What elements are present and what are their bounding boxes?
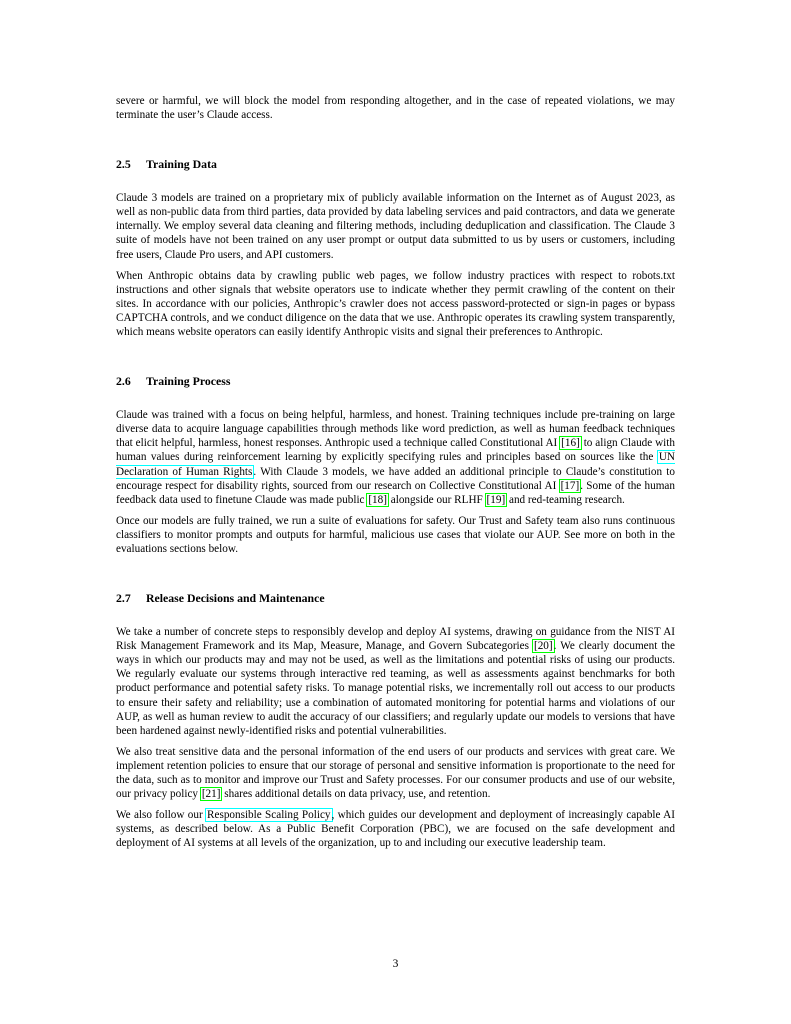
section-2-5 <box>116 157 675 339</box>
text-run: Claude was trained with a focus on being helpful, harmless, and honest. Training techniques include pre-training on large diverse data to acquire language capabilities through methods like word prediction, as well as human feedback techniques that elicit helpful, harmless, honest responses. Anthropic used a technique called Constitutional AI <box>116 409 675 450</box>
text-run: We also follow our <box>116 809 207 822</box>
paragraph: Claude 3 models are trained on a proprietary mix of publicly available information on the Internet as of August 2023, as well as non-public data from third parties, data provided by data labeling services and paid contractors, and data we generate internally. We employ several data cleaning and filtering methods, including deduplication and classification. The Claude 3 suite of models have not been trained on any user prompt or output data submitted to us by users or customers, including free users, Claude Pro users, and API customers. <box>116 192 675 261</box>
page-body <box>116 94 675 857</box>
paragraph: Once our models are fully trained, we run a suite of evaluations for safety. Our Trust and Safety team also runs continuous classifiers to monitor prompts and outputs for harmful, malicious use cases that violate our AUP. See more on both in the evaluations sections below. <box>116 514 675 555</box>
text-run: . We clearly document the ways in which our products may and may not be used, as well as the limitations and potential risks of using our products. We regularly evaluate our systems through interactive red teaming, as well as assessments against benchmarks for both product performance and potential safety risks. To manage potential risks, we incrementally roll out access to our products to ensure their safety and reliability; use a combination of automated monitoring for potential harms and violations of our AUP, as well as human review to audit the accuracy of our classifiers; and regularly update our models to versions that have been hardened against newly-identified risks and potential vulnerabilities. <box>116 640 675 737</box>
citation-link-18[interactable]: [18] <box>368 493 387 506</box>
citation-link-21[interactable]: [21] <box>201 788 221 801</box>
text-run: We also treat sensitive data and the personal information of the end users of our products and services with great care. We implement retention policies to ensure that our storage of personal and sensitive information is proportionate to the need for the data, such as to monitor and improve our Trust and Safety processes. For our consumer products and use of our website, our privacy policy <box>116 745 675 801</box>
citation-link-16[interactable]: [16] <box>561 437 580 450</box>
section-number: 2.6 <box>116 374 131 389</box>
section-2-6 <box>116 374 675 556</box>
section-number: 2.5 <box>116 157 131 172</box>
responsible-scaling-policy-link[interactable]: Responsible Scaling Policy <box>207 809 331 822</box>
text-run: to align Claude with human values during reinforcement learning by explicitly specifying rules and principles based on sources like the <box>116 437 675 464</box>
section-title: Training Process <box>146 374 231 389</box>
paragraph: When Anthropic obtains data by crawling public web pages, we follow industry practices with respect to robots.txt instructions and other signals that website operators use to indicate whether they permit crawling of the content on their sites. In accordance with our policies, Anthropic’s crawler does not access password-protected or sign-in pages or bypass CAPTCHA controls, and we conduct diligence on the data that we use. Anthropic operates its crawling system transparently, which means website operators can easily identify Anthropic visits and signal their preferences to Anthropic. <box>116 269 675 339</box>
paragraph <box>116 745 675 801</box>
paragraph <box>116 808 675 850</box>
text-run: , which guides our development and deployment of increasingly capable AI systems, as described below. As a Public Benefit Corporation (PBC), we are focused on the safe development and deployment of AI systems at all levels of the organization, up to and including our executive leadership team. <box>116 809 675 850</box>
un-declaration-link[interactable]: UN Declaration of Human Rights <box>116 451 675 478</box>
citation-link-20[interactable]: [20] <box>533 640 553 653</box>
text-run: and red-teaming research. <box>506 493 625 506</box>
section-number: 2.7 <box>116 591 131 606</box>
intro-paragraph: severe or harmful, we will block the model from responding altogether, and in the case of repeated violations, we may terminate the user’s Claude access. <box>116 95 675 122</box>
text-run: . Some of the human feedback data used to finetune Claude was made public <box>116 479 675 506</box>
section-heading <box>116 591 675 605</box>
paragraph <box>116 408 675 507</box>
text-run: shares additional details on data privacy, use, and retention. <box>221 788 491 801</box>
section-2-7 <box>116 591 675 850</box>
section-heading <box>116 374 675 388</box>
section-heading <box>116 157 675 171</box>
text-run: We take a number of concrete steps to responsibly develop and deploy AI systems, drawing on guidance from the NIST AI Risk Management Framework and its Map, Measure, Manage, and Govern Subcategories <box>116 626 675 653</box>
page-number: 3 <box>392 958 399 970</box>
section-title: Release Decisions and Maintenance <box>146 591 325 606</box>
citation-link-17[interactable]: [17] <box>560 479 580 492</box>
paragraph <box>116 625 675 738</box>
text-run: alongside our RLHF <box>387 493 486 506</box>
citation-link-19[interactable]: [19] <box>486 493 506 506</box>
section-title: Training Data <box>146 157 217 172</box>
text-run: . With Claude 3 models, we have added an additional principle to Claude’s constitution to encourage respect for disability rights, sourced from our research on Collective Constitutional AI <box>116 465 676 492</box>
